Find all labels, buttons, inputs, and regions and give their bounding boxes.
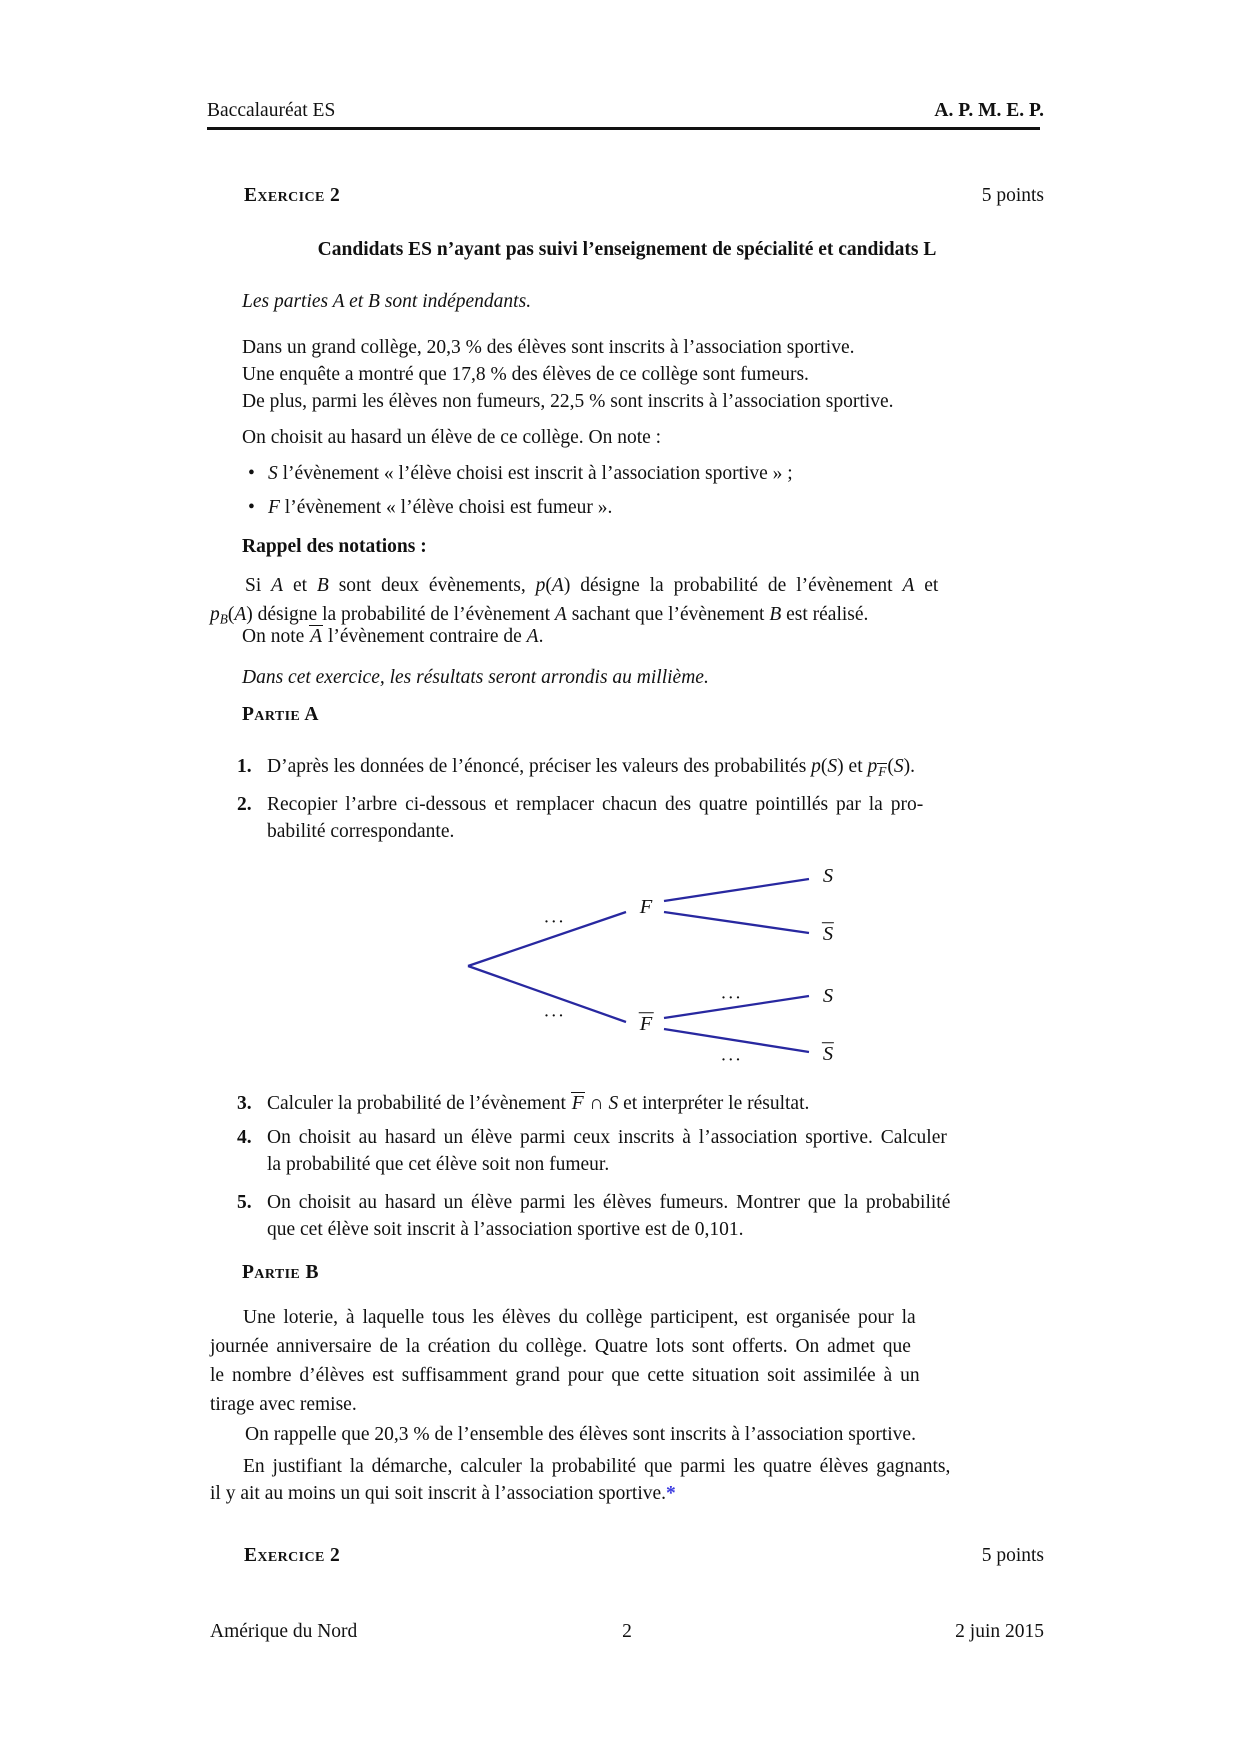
item-5	[237, 1189, 950, 1243]
text-run: est réalisé.	[781, 604, 869, 625]
text-run: ∩	[584, 1093, 609, 1114]
intro-paragraph	[242, 334, 894, 415]
intro-line-2: Une enquête a montré que 17,8 % des élèves de ce collège sont fumeurs.	[242, 364, 809, 385]
item-4-line-2: la probabilité que cet élève soit non fumeur.	[267, 1154, 610, 1175]
text-run: S	[893, 756, 904, 777]
choose-student-line: On choisit au hasard un élève de ce collège. On note :	[242, 427, 662, 448]
text-run: A	[554, 604, 567, 625]
item-1-text	[267, 756, 915, 777]
header-rule	[207, 127, 1040, 130]
partie-a-title: Partie A	[242, 704, 319, 725]
exercise-points-repeat: 5 points	[981, 1545, 1044, 1566]
header-right: A. P. M. E. P.	[934, 100, 1044, 121]
item-1	[237, 753, 915, 780]
text-run: Si	[245, 575, 272, 596]
tree-leaf-sbar-top	[822, 922, 834, 946]
item-2-line-1: Recopier l’arbre ci-dessous et remplacer chacun des quatre pointillés par la pro-	[267, 794, 924, 815]
final-question-paragraph	[210, 1453, 950, 1507]
item-3	[237, 1090, 809, 1117]
lottery-line-3: le nombre d’élèves est suffisamment grand pour que cette situation soit assimilée à un	[210, 1365, 920, 1386]
text-run: p	[867, 756, 878, 777]
text-run: p	[210, 604, 220, 625]
complement-note	[242, 623, 543, 650]
text-run: et interpréter le résultat.	[618, 1093, 810, 1114]
text-run: et	[914, 575, 939, 596]
tree-leaf-sbar-bottom-letter: S	[822, 1043, 834, 1066]
tree-dots-fbar-s: ...	[721, 982, 743, 1004]
bullet-item-s	[248, 460, 793, 487]
lottery-line-1: Une loterie, à laquelle tous les élèves du collège participent, est organisée pour la	[243, 1307, 916, 1328]
item-5-number: 5.	[237, 1192, 252, 1213]
text-run: sont deux évènements,	[328, 575, 536, 596]
text-run: A	[526, 626, 539, 647]
reminder-line: On rappelle que 20,3 % de l’ensemble des élèves sont inscrits à l’association sportive.	[245, 1424, 916, 1445]
tree-branches	[440, 850, 860, 1082]
text-run: A	[310, 626, 323, 647]
item-4-number: 4.	[237, 1127, 252, 1148]
notations-line-1	[245, 572, 938, 599]
item-5-line-2: que cet élève soit inscrit à l’association sportive est de 0,101.	[267, 1219, 744, 1240]
text-run: F	[571, 1093, 584, 1114]
text-run: ).	[903, 756, 915, 777]
text-run: ) désigne la probabilité de l’évènement	[563, 575, 903, 596]
text-run: B	[316, 575, 329, 596]
item-2-number: 2.	[237, 794, 252, 815]
tree-node-f: F	[639, 895, 653, 918]
tree-leaf-sbar-top-letter: S	[822, 923, 834, 946]
bullet-s-text	[268, 463, 793, 484]
text-run: l’évènement « l’élève choisi est fumeur ».	[279, 497, 613, 518]
item-4	[237, 1124, 947, 1178]
item-5-line-1: On choisit au hasard un élève parmi les élèves fumeurs. Montrer que la probabilité	[267, 1192, 951, 1213]
text-run: sachant que l’évènement	[566, 604, 770, 625]
text-run: A	[551, 575, 564, 596]
text-run: S	[827, 756, 838, 777]
intro-line-1: Dans un grand collège, 20,3 % des élèves sont inscrits à l’association sportive.	[242, 337, 855, 358]
text-run: (	[820, 756, 828, 777]
bullet-icon: •	[248, 463, 255, 484]
text-run: p	[535, 575, 546, 596]
tree-branch-f-s	[664, 879, 809, 901]
tree-node-fbar-letter: F	[639, 1013, 653, 1036]
intro-line-3: De plus, parmi les élèves non fumeurs, 22,5 % sont inscrits à l’association sportive.	[242, 391, 894, 412]
text-run: l’évènement contraire de	[323, 626, 527, 647]
tree-node-fbar	[639, 1012, 654, 1036]
text-run: il y ait au moins un qui soit inscrit à l’association sportive.	[210, 1483, 667, 1504]
footnote-asterisk-link[interactable]: *	[666, 1483, 676, 1504]
bullet-f-text	[268, 497, 612, 518]
text-run: S	[608, 1093, 619, 1114]
text-run: B	[219, 611, 228, 627]
header-left: Baccalauréat ES	[207, 100, 336, 121]
tree-dots-fbar-sbar: ...	[721, 1044, 743, 1066]
exercise-subtitle: Candidats ES n’ayant pas suivi l’enseignement de spécialité et candidats L	[317, 239, 937, 260]
text-run: A	[234, 604, 247, 625]
probability-tree-diagram	[440, 850, 860, 1082]
footer-page-number: 2	[622, 1621, 632, 1642]
text-run: S	[268, 463, 278, 484]
tree-leaf-s-top: S	[822, 864, 834, 887]
item-2	[237, 791, 923, 845]
lottery-paragraph	[210, 1303, 920, 1419]
item-3-text	[267, 1093, 809, 1114]
item-1-number: 1.	[237, 756, 252, 777]
text-run: (	[887, 756, 894, 777]
notations-title: Rappel des notations :	[242, 536, 427, 557]
text-run: et	[283, 575, 317, 596]
text-run: (	[545, 575, 552, 596]
text-run: A	[902, 575, 915, 596]
tree-branch-f-sbar	[664, 912, 809, 933]
final-question-line-1: En justifiant la démarche, calculer la probabilité que parmi les quatre élèves gagnants,	[243, 1456, 951, 1477]
item-2-line-2: babilité correspondante.	[267, 821, 455, 842]
text-run: A	[271, 575, 284, 596]
text-run: l’évènement « l’élève choisi est inscrit à l’association sportive » ;	[277, 463, 793, 484]
rounding-note: Dans cet exercice, les résultats seront arrondis au millième.	[242, 667, 709, 688]
exercise-heading-repeat: Exercice 2	[244, 1545, 341, 1566]
lottery-line-2: journée anniversaire de la création du collège. Quatre lots sont offerts. On admet que	[210, 1336, 911, 1357]
tree-dots-root-fbar: ...	[544, 1000, 566, 1022]
text-run: (	[227, 604, 235, 625]
text-run: F	[268, 497, 280, 518]
partie-b-title: Partie B	[242, 1262, 319, 1283]
text-run: ) et	[837, 756, 868, 777]
bullet-item-f	[248, 494, 612, 521]
tree-leaf-s-bottom: S	[822, 984, 834, 1007]
lottery-line-4: tirage avec remise.	[210, 1394, 357, 1415]
text-run: B	[769, 604, 782, 625]
item-4-line-1: On choisit au hasard un élève parmi ceux inscrits à l’association sportive. Calculer	[267, 1127, 947, 1148]
final-question-line-2	[210, 1480, 950, 1507]
parts-independent-note: Les parties A et B sont indépendants.	[242, 291, 532, 312]
exercise-points: 5 points	[981, 185, 1044, 206]
footer-left: Amérique du Nord	[210, 1621, 358, 1642]
bullet-icon: •	[248, 497, 255, 518]
text-run: ) désigne la probabilité de l’évènement	[246, 604, 555, 625]
text-run: F	[878, 763, 887, 779]
text-run: p	[811, 756, 821, 777]
tree-leaf-sbar-bottom	[822, 1042, 834, 1066]
tree-dots-root-f: ...	[544, 906, 566, 928]
text-run: D’après les données de l’énoncé, préciser les valeurs des probabilités	[267, 756, 812, 777]
item-3-number: 3.	[237, 1093, 252, 1114]
exercise-heading: Exercice 2	[244, 185, 341, 206]
text-run: .	[538, 626, 544, 647]
text-run: Calculer la probabilité de l’évènement	[267, 1093, 571, 1114]
text-run: On note	[242, 626, 310, 647]
footer-right: 2 juin 2015	[955, 1621, 1044, 1642]
